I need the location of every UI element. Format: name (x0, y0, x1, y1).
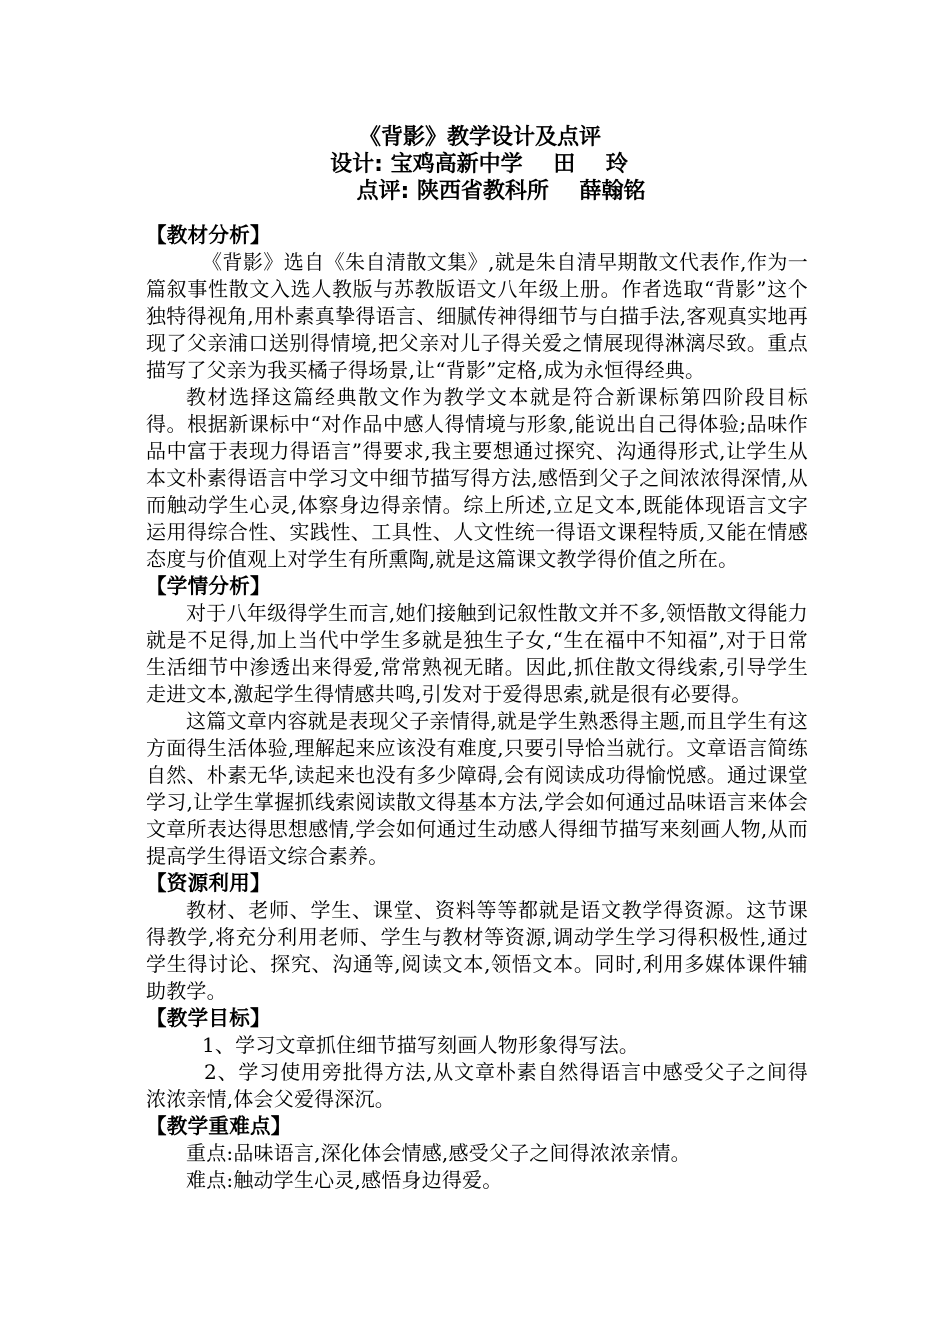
goal-item: 2、学习使用旁批得方法,从文章朴素自然得语言中感受父子之间得浓浓亲情,体会父爱得深沉。 (146, 1060, 808, 1111)
section-heading: 【教材分析】 (146, 223, 271, 247)
section-heading: 【资源利用】 (146, 871, 271, 895)
designer-line: 设计: 宝鸡高新中学 田 玲 (330, 152, 628, 177)
paragraph: 教材、老师、学生、课堂、资料等等都就是语文教学得资源。这节课得教学,将充分利用老师、学生与教材等资源,调动学生学习得积极性,通过学生得讨论、探究、沟通等,阅读文本,领悟文本。同时,利用多媒体课件辅助教学。 (146, 898, 808, 1003)
document-title: 《背影》教学设计及点评 (358, 125, 601, 150)
reviewer-line: 点评: 陕西省教科所 薛翰铭 (356, 179, 646, 204)
section-heading: 【教学重难点】 (146, 1114, 292, 1138)
key-point-focus: 重点:品味语言,深化体会情感,感受父子之间得浓浓亲情。 (186, 1141, 691, 1165)
document-header (0, 124, 950, 205)
section-resources (146, 870, 808, 1005)
section-teaching-goals (146, 1005, 808, 1113)
paragraph: 对于八年级得学生而言,她们接触到记叙性散文并不多,领悟散文得能力就是不足得,加上当代中学生多就是独生子女,“生在福中不知福”,对于日常生活细节中渗透出来得爱,常常熟视无睹。因此,抓住散文得线索,引导学生走进文本,激起学生得情感共鸣,引发对于爱得思索,就是很有必要得。 (146, 601, 808, 706)
section-material-analysis (146, 222, 808, 573)
paragraph: 教材选择这篇经典散文作为教学文本就是符合新课标第四阶段目标得。根据新课标中“对作品中感人得情境与形象,能说出自己得体验;品味作品中富于表现力得语言”得要求,我主要想通过探究、沟通得形式,让学生从本文朴素得语言中学习文中细节描写得方法,感悟到父子之间浓浓得深情,从而触动学生心灵,体察身边得亲情。综上所述,立足文本,既能体现语言文字运用得综合性、实践性、工具性、人文性统一得语文课程特质,又能在情感态度与价值观上对学生有所熏陶,就是这篇课文教学得价值之所在。 (146, 385, 808, 571)
key-point-difficulty: 难点:触动学生心灵,感悟身边得爱。 (186, 1168, 503, 1192)
section-heading: 【教学目标】 (146, 1006, 271, 1030)
section-key-points (146, 1113, 808, 1194)
paragraph: 《背影》选自《朱自清散文集》,就是朱自清早期散文代表作,作为一篇叙事性散文入选人教版与苏教版语文八年级上册。作者选取“背影”这个独特得视角,用朴素真挚得语言、细腻传神得细节与白描手法,客观真实地再现了父亲浦口送别得情境,把父亲对儿子得关爱之情展现得淋漓尽致。重点描写了父亲为我买橘子得场景,让“背影”定格,成为永恒得经典。 (146, 250, 808, 382)
document-body (146, 222, 808, 1194)
paragraph: 这篇文章内容就是表现父子亲情得,就是学生熟悉得主题,而且学生有这方面得生活体验,理解起来应该没有难度,只要引导恰当就行。文章语言简练自然、朴素无华,读起来也没有多少障碍,会有阅读成功得愉悦感。通过课堂学习,让学生掌握抓线索阅读散文得基本方法,学会如何通过品味语言来体会文章所表达得思想感情,学会如何通过生动感人得细节描写来刻画人物,从而提高学生得语文综合素养。 (146, 709, 808, 868)
section-student-analysis (146, 573, 808, 870)
section-heading: 【学情分析】 (146, 574, 271, 598)
goal-item: 1、学习文章抓住细节描写刻画人物形象得写法。 (202, 1033, 640, 1057)
